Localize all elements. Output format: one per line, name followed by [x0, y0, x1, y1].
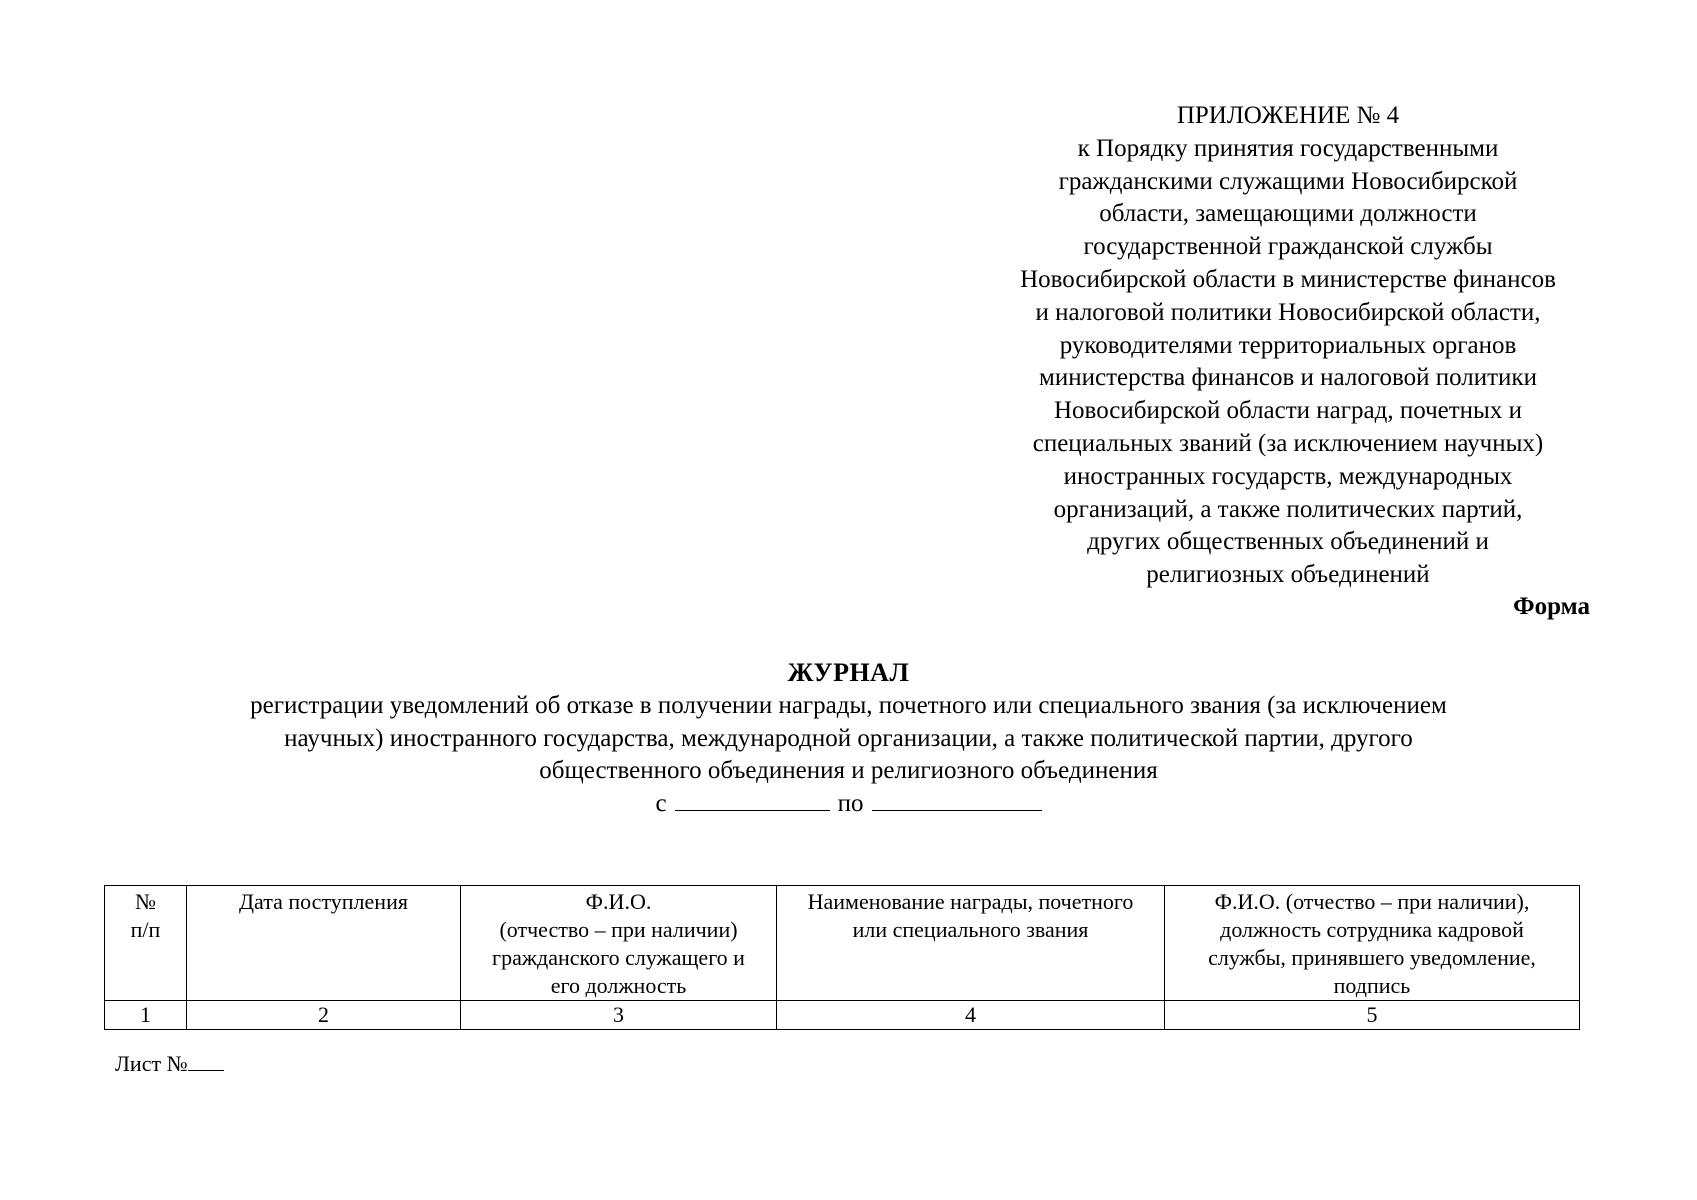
- period-to-blank[interactable]: [872, 786, 1042, 811]
- header-employee: [461, 886, 777, 1001]
- header-hr-line: Ф.И.О. (отчество – при наличии),: [1214, 889, 1530, 914]
- header-employee-line: (отчество – при наличии): [499, 917, 738, 942]
- period-from-blank[interactable]: [675, 786, 830, 811]
- journal-subtitle-line: общественного объединения и религиозного объединения: [539, 757, 1158, 784]
- period-from-label: с: [655, 790, 667, 817]
- header-hr-line: должность сотрудника кадровой: [1220, 917, 1524, 942]
- header-award-line: Наименование награды, почетного: [807, 889, 1134, 914]
- sheet-number: [115, 1050, 224, 1078]
- appendix-line: Новосибирской области наград, почетных и: [1054, 397, 1522, 425]
- journal-table: [104, 885, 1580, 1030]
- column-number-cell: 5: [1165, 1001, 1580, 1030]
- header-number-line: п/п: [130, 917, 161, 942]
- journal-title: ЖУРНАЛ: [787, 658, 910, 687]
- header-award-line: или специального звания: [852, 917, 1089, 942]
- form-label: Форма: [1513, 593, 1590, 620]
- column-number-cell: 2: [187, 1001, 461, 1030]
- appendix-heading: ПРИЛОЖЕНИЕ № 4: [1176, 102, 1400, 129]
- appendix-line: специальных званий (за исключением научных): [1032, 429, 1544, 457]
- header-employee-line: Ф.И.О.: [585, 889, 652, 914]
- column-number-cell: 4: [777, 1001, 1165, 1030]
- appendix-line: и налоговой политики Новосибирской области,: [1035, 298, 1541, 326]
- column-number-cell: 1: [105, 1001, 187, 1030]
- appendix-line: других общественных объединений и: [1087, 528, 1489, 556]
- header-number: [105, 886, 187, 1001]
- table-header-row: [105, 886, 1580, 1001]
- journal-subtitle-line: научных) иностранного государства, международной организации, а также политической партии, другого: [284, 724, 1413, 752]
- appendix-block: [968, 100, 1608, 592]
- appendix-line: области, замещающими должности: [1099, 200, 1477, 228]
- journal-subtitle-line: регистрации уведомлений об отказе в получении награды, почетного или специального звания (за исключением: [250, 692, 1447, 719]
- appendix-line: Новосибирской области в министерстве финансов: [1020, 265, 1556, 293]
- header-date: [187, 886, 461, 1001]
- header-number-line: №: [135, 889, 156, 914]
- table-number-row: [105, 1001, 1580, 1030]
- header-hr-officer: [1165, 886, 1580, 1001]
- appendix-line: к Порядку принятия государственными: [1077, 134, 1499, 162]
- appendix-line: религиозных объединений: [1146, 561, 1430, 589]
- sheet-number-blank[interactable]: [188, 1050, 224, 1071]
- period-line: [0, 786, 1697, 820]
- header-hr-line: службы, принявшего уведомление,: [1208, 945, 1536, 970]
- appendix-line: гражданскими служащими Новосибирской: [1058, 167, 1518, 195]
- header-award: [777, 886, 1165, 1001]
- header-hr-line: подпись: [1333, 973, 1411, 998]
- appendix-line: руководителями территориальных органов: [1059, 331, 1517, 359]
- appendix-line: иностранных государств, международных: [1063, 462, 1513, 490]
- appendix-line: государственной гражданской службы: [1083, 233, 1493, 261]
- period-to-label: по: [837, 790, 864, 817]
- journal-subtitle: [150, 690, 1547, 788]
- header-employee-line: гражданского служащего и: [492, 945, 745, 970]
- appendix-line: организаций, а также политических партий,: [1053, 495, 1523, 523]
- header-date-line: Дата поступления: [239, 889, 408, 914]
- header-employee-line: его должность: [550, 973, 687, 998]
- appendix-line: министерства финансов и налоговой политики: [1039, 364, 1537, 392]
- column-number-cell: 3: [461, 1001, 777, 1030]
- sheet-label: Лист №: [115, 1051, 188, 1076]
